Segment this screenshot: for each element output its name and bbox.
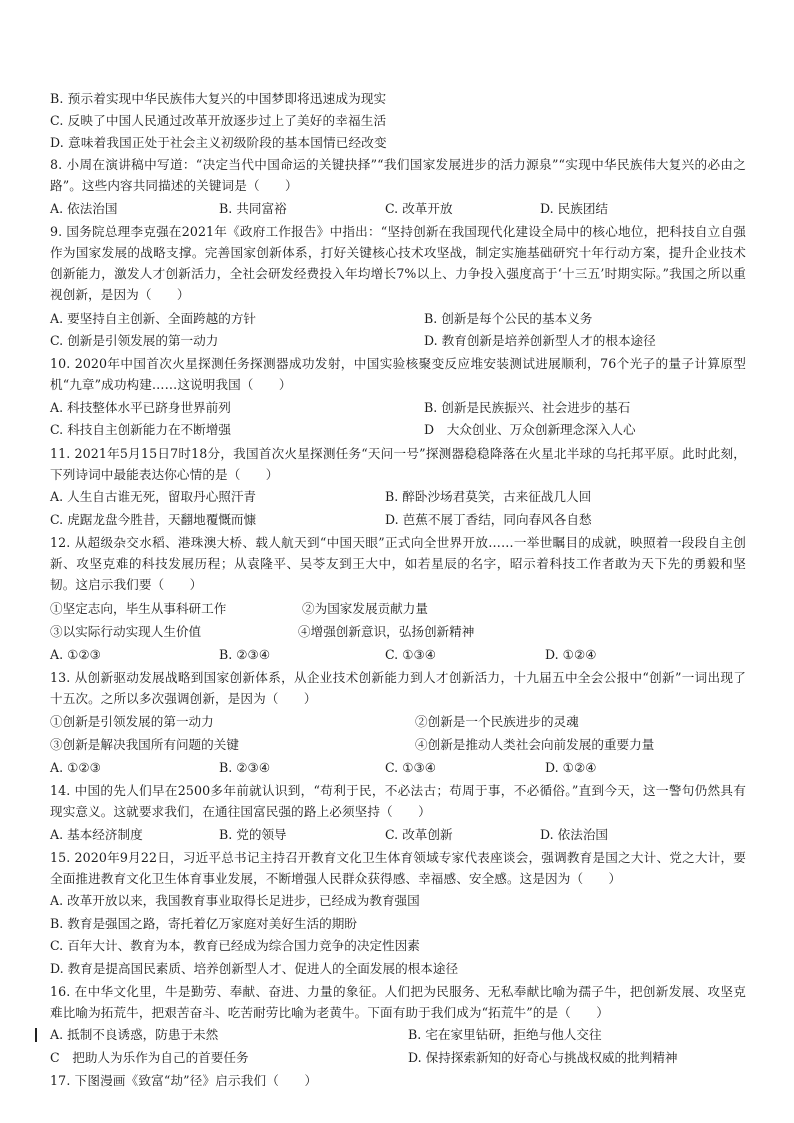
q12-option-c: C. ①③④ bbox=[385, 647, 437, 662]
q14-option-a: A. 基本经济制度 bbox=[50, 827, 143, 842]
q9-stem: 9. 国务院总理李克强在2021年《政府工作报告》中指出：“坚持创新在我国现代化建设全局中的核心地位，把科技自立自强作为国家发展的战略支撑。完善国家创新体系，打好关键核心技术攻坚战，制定实施基础研究十年行动方案，提升企业技术创新能力，激发人才创新活力，全社会研发经费投入年均增长7%以上、力争投入强度高于‘十三五’时期实际。”我国之所以重视创新，是因为（ ） bbox=[50, 224, 746, 302]
q11-stem: 11. 2021年5月15日7时18分，我国首次火星探测任务“天问一号”探测器稳稳降落在火星北半球的乌托邦平原。此时此刻，下列诗词中最能表达你心情的是（ ） bbox=[50, 446, 746, 482]
q12-option-b: B. ②③④ bbox=[219, 647, 271, 662]
q16-stem: 16. 在中华文化里，牛是勤劳、奉献、奋进、力量的象征。人们把为民服务、无私奉献比喻为孺子牛，把创新发展、攻坚克难比喻为拓荒牛，把艰苦奋斗、吃苦耐劳比喻为老黄牛。下面有助于我们成为“拓荒牛”的是（ ） bbox=[50, 984, 746, 1020]
q16-option-b: B. 宅在家里钻研，拒绝与他人交往 bbox=[408, 1027, 602, 1042]
q15-option-b: B. 教育是强国之路，寄托着亿万家庭对美好生活的期盼 bbox=[50, 916, 357, 931]
q10-option-d: D 大众创业、万众创新理念深入人心 bbox=[424, 422, 636, 437]
q12-option-a: A. ①②③ bbox=[50, 647, 101, 662]
q13-statement-3: ③创新是解决我国所有问题的关键 bbox=[50, 737, 239, 752]
q10-stem: 10. 2020年中国首次火星探测任务探测器成功发射，中国实验核聚变反应堆安装测试进展顺利，76个光子的量子计算原型机“九章”成功构建……这说明我国（ ） bbox=[50, 356, 746, 392]
q14-option-d: D. 依法治国 bbox=[540, 827, 609, 842]
q10-option-a: A. 科技整体水平已跻身世界前列 bbox=[50, 400, 231, 415]
q14-stem: 14. 中国的先人们早在2500多年前就认识到，“苟利于民，不必法古；苟周于事，不必循俗。”直到今天，这一警句仍然具有现实意义。这就要求我们，在通往国富民强的路上必须坚持（ ） bbox=[50, 783, 746, 819]
q11-option-c: C. 虎踞龙盘今胜昔，天翻地覆慨而慷 bbox=[50, 512, 257, 527]
q14-option-b: B. 党的领导 bbox=[219, 827, 287, 842]
margin-mark bbox=[35, 1028, 37, 1042]
q9-option-c: C. 创新是引领发展的第一动力 bbox=[50, 333, 219, 348]
q7-option-c: C. 反映了中国人民通过改革开放逐步过上了美好的幸福生活 bbox=[50, 113, 387, 128]
q8-option-b: B. 共同富裕 bbox=[219, 201, 287, 216]
q8-option-a: A. 依法治国 bbox=[50, 201, 118, 216]
q8-stem: 8. 小周在演讲稿中写道：“决定当代中国命运的关键抉择”“我们国家发展进步的活力源泉”“实现中华民族伟大复兴的必由之路”。这些内容共同描述的关键词是（ ） bbox=[50, 157, 746, 193]
q11-option-b: B. 醉卧沙场君莫笑，古来征战几人回 bbox=[385, 489, 592, 504]
q13-option-c: C. ①③④ bbox=[385, 760, 437, 775]
q15-stem: 15. 2020年9月22日，习近平总书记主持召开教育文化卫生体育领域专家代表座谈会，强调教育是国之大计、党之大计，要全面推进教育文化卫生体育事业发展，不断增强人民群众获得感、幸福感、安全感。这是因为（ ） bbox=[50, 850, 746, 886]
q8-option-c: C. 改革开放 bbox=[385, 201, 453, 216]
q12-option-d: D. ①②④ bbox=[545, 647, 597, 662]
q13-stem: 13. 从创新驱动发展战略到国家创新体系，从企业技术创新能力到人才创新活力，十九届五中全会公报中“创新”一词出现了十五次。之所以多次强调创新，是因为（ ） bbox=[50, 670, 746, 706]
q12-stem: 12. 从超级杂交水稻、港珠澳大桥、载人航天到“中国天眼”正式向全世界开放……一举世瞩目的成就，映照着一段段自主创新、攻坚克难的科技发展历程；从袁隆平、吴苓友到王大中，如若星辰的名字，昭示着科技工作者敢为天下先的勇毅和坚韧。这启示我们要（ ） bbox=[50, 535, 746, 592]
q13-statement-1: ①创新是引领发展的第一动力 bbox=[50, 714, 214, 729]
q13-option-d: D. ①②④ bbox=[545, 760, 597, 775]
q16-option-d: D. 保持探索新知的好奇心与挑战权威的批判精神 bbox=[408, 1050, 678, 1065]
q9-option-b: B. 创新是每个公民的基本义务 bbox=[424, 311, 593, 326]
q9-option-a: A. 要坚持自主创新、全面跨越的方针 bbox=[50, 311, 257, 326]
q12-statement-3: ③以实际行动实现人生价值 bbox=[50, 624, 202, 639]
q13-statement-2: ②创新是一个民族进步的灵魂 bbox=[415, 714, 579, 729]
q15-option-a: A. 改革开放以来，我国教育事业取得长足进步，已经成为教育强国 bbox=[50, 893, 420, 908]
q16-option-a: A. 抵制不良诱惑，防患于未然 bbox=[50, 1027, 219, 1042]
q12-statement-1: ①坚定志向，毕生从事科研工作 bbox=[50, 601, 227, 616]
q12-statement-4: ④增强创新意识，弘扬创新精神 bbox=[298, 624, 475, 639]
q9-option-d: D. 教育创新是培养创新型人才的根本途径 bbox=[424, 333, 656, 348]
q17-stem: 17. 下图漫画《致富“劫”径》启示我们（ ） bbox=[50, 1073, 318, 1088]
q10-option-c: C. 科技自主创新能力在不断增强 bbox=[50, 422, 231, 437]
q10-option-b: B. 创新是民族振兴、社会进步的基石 bbox=[424, 400, 631, 415]
q7-option-b: B. 预示着实现中华民族伟大复兴的中国梦即将迅速成为现实 bbox=[50, 91, 387, 106]
q8-option-d: D. 民族团结 bbox=[540, 201, 609, 216]
q15-option-c: C. 百年大计、教育为本，教育已经成为综合国力竞争的决定性因素 bbox=[50, 938, 420, 953]
q14-option-c: C. 改革创新 bbox=[385, 827, 453, 842]
q13-option-b: B. ②③④ bbox=[219, 760, 271, 775]
q13-option-a: A. ①②③ bbox=[50, 760, 101, 775]
q7-option-d: D. 意味着我国正处于社会主义初级阶段的基本国情已经改变 bbox=[50, 135, 387, 150]
q11-option-d: D. 芭蕉不展丁香结，同向春风各自愁 bbox=[385, 512, 592, 527]
q16-option-c: C 把助人为乐作为自己的首要任务 bbox=[50, 1050, 249, 1065]
q11-option-a: A. 人生自古谁无死，留取丹心照汗青 bbox=[50, 489, 257, 504]
q15-option-d: D. 教育是提高国民素质、培养创新型人才、促进人的全面发展的根本途径 bbox=[50, 961, 459, 976]
q12-statement-2: ②为国家发展贡献力量 bbox=[302, 601, 428, 616]
q13-statement-4: ④创新是推动人类社会向前发展的重要力量 bbox=[415, 737, 655, 752]
